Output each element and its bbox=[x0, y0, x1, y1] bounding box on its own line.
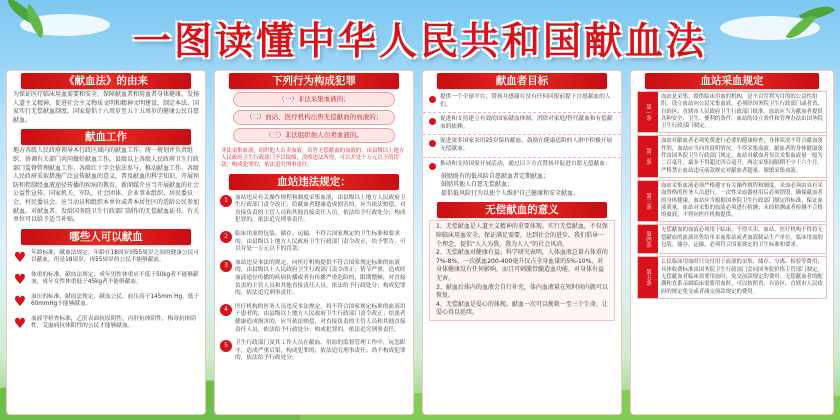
bullet-dot bbox=[429, 163, 436, 170]
number-badge: 3 bbox=[220, 260, 232, 272]
origin-header: 《献血法》的由来 bbox=[21, 73, 191, 89]
who-item bbox=[7, 291, 205, 313]
column-origin-work bbox=[6, 70, 206, 415]
rule-text: 血站是采集、提供临床用血的机构，是不以营利为目的的公益性组织。设立血站向公民采集血液，必须经国务院卫生行政部门或者省、自治区、直辖市人民政府卫生行政部门批准。血站应当为献血者提供各种安全、卫生、便利的条件。血站的设立条件和管理办法由国务院卫生行政部门制定。 bbox=[661, 94, 823, 130]
goal-text: 提供一个全球平台，赞扬并感谢在没有任何回报前提下自愿献血的人们。 bbox=[440, 94, 611, 108]
heart-icon: ♥ bbox=[13, 249, 27, 266]
meaning-item: 2、无偿献血对健康有益。科学研究表明，人体血液总量占体重的7%-8%，一次献血200-400毫升仅占全身血量的5%-10%，对身体健康没有任何影响，而且可刺激骨髓造血功能，对身体有益无害。 bbox=[436, 249, 608, 282]
bullet-dot bbox=[429, 96, 436, 103]
number-badge: 2 bbox=[220, 231, 232, 243]
column-station-rules bbox=[630, 70, 834, 415]
violation-item bbox=[215, 301, 413, 337]
number-badge: 1 bbox=[220, 195, 232, 207]
violation-text: 卫生行政部门及其工作人员在献血、用血的监督管理工作中，玩忽职守，造成严重后果，构成犯罪的，依法追究刑事责任；尚不构成犯罪的，依法给予行政处分。 bbox=[235, 340, 406, 362]
goal-text: 推动和支持国家开展活动，通过以下方式赞扬并促进自愿无偿献血： bbox=[440, 160, 611, 167]
who-item-text: 体重的标准，献血法规定，成年男性体重应不低于50kg者不能够献血，成年女性体重低于45kg者不能够献血。 bbox=[31, 271, 199, 286]
violation-item bbox=[215, 337, 413, 366]
who-item bbox=[7, 247, 205, 269]
who-item bbox=[7, 269, 205, 291]
station-rule bbox=[637, 224, 827, 254]
heart-icon: ♥ bbox=[13, 315, 27, 332]
heart-icon: ♥ bbox=[13, 293, 27, 310]
goal-subitem: 提倡低风险行为以使个人维护自己健康和安全献血。 bbox=[441, 189, 580, 197]
goal-text: 促进更多国家采用25岁保持献血，鼓励在健康适龄的人群中积极开展无偿献血。 bbox=[440, 138, 613, 152]
work-header: 献血工作 bbox=[21, 129, 191, 145]
number-badge: 4 bbox=[220, 304, 232, 316]
column-crime-violations bbox=[214, 70, 414, 415]
rule-text: 公民临床用血时只交付用于血液的采集、储存、分离、检验等费用；具体收费标准由国务院卫生行政部门会同国务院价格主管部门制定。无偿献血者临床需要用血时，免交前款规定的费用；无偿献血者的配偶和直系亲属临床需要用血时，可以按照省、自治区、直辖市人民政府的规定免交或者减交前款规定的费用。 bbox=[661, 259, 823, 295]
station-header: 血站采血规定 bbox=[645, 73, 819, 89]
crime-note: 非法采集血液，组织他人出卖血液，出售无偿献血的血液的，由县级以上地方人民政府卫生行政部门予以取缔，没收违法所得，可以并处十万元以下的罚款；构成犯罪的，依法追究刑事责任。 bbox=[221, 148, 405, 169]
who-item-text: 血液学检查标准，乙肝表面抗原阴性，丙肝抗体阴性，梅毒抗体阴性，艾滋病抗体阴性的公民才能够献血。 bbox=[31, 315, 196, 330]
goal-item bbox=[423, 158, 621, 173]
bullet-dot bbox=[429, 118, 436, 125]
crime-item: （一）非法采集血液的； bbox=[233, 92, 395, 107]
rule-text: 血站采集血液必须严格遵守有关操作规程和制度，采血必须由具有采血资格的医务人员进行，一次性采血器材用后必须销毁，确保献血者的身体健康。血站应当根据国务院卫生行政部门制定的标准，保证血液质量。血站对采集的血液必须进行检测；未经检测或者检测不合格的血液，不得向医疗机构提供。 bbox=[661, 182, 823, 219]
heart-icon: ♥ bbox=[13, 271, 27, 288]
goal-item bbox=[423, 113, 621, 135]
violation-item bbox=[215, 228, 413, 257]
rule-label: 第二条 bbox=[638, 136, 658, 176]
violation-text: 医疗机构的医务人员违反本法规定，将不符合国家规定标准的血液用于患者的，由县级以上地方人民政府卫生行政部门责令改正；给患者健康造成损害的，应当依法赔偿，对直接负责的主管人员和其他直接责任人员，依法给予行政处分；构成犯罪的，依法追究刑事责任。 bbox=[235, 303, 406, 333]
crime-item: （三）非法组织他人出卖血液的。 bbox=[233, 128, 395, 143]
station-rule bbox=[637, 256, 827, 298]
violation-item bbox=[215, 257, 413, 301]
meaning-item: 4、无偿献血是爱心的体现。献血一次可以挽救一至三个生命，让爱心得以延续。 bbox=[436, 300, 608, 317]
bullet-dot bbox=[429, 140, 436, 147]
meaning-item: 3、献血后体内的血液会自行补充，体内血液量在短时间内就可以恢复。 bbox=[436, 283, 608, 300]
violation-header: 血站违法规定： bbox=[229, 174, 399, 190]
who-item bbox=[7, 313, 205, 335]
goal-subitem: 鼓励既有的低风险自愿献血者定期献血； bbox=[441, 172, 550, 180]
work-text: 地方各级人民政府领导本行政区域内的献血工作，统一规划并负责组织、协调有关部门共同做好献血工作。县级以上各级人民政府卫生行政部门监督管理献血工作。各级红十字会依法参与、推动献血工作。各级人民政府采取措施广泛宣传献血的意义，普及献血的科学知识，开展预防和控制经血液途径传播的疾病的教育。新闻媒介应当开展献血的社会公益性宣传。国家机关、军队、社会团体、企业事业组织、居民委员会、村民委员会，应当动员和组织本单位或者本居住区的适龄公民参加献血。对献血者，发给国务院卫生行政部门制作的无偿献血证书，有关单位可以给予适当补贴。 bbox=[13, 147, 200, 224]
station-rule bbox=[637, 135, 827, 177]
meaning-header: 无偿献血的意义 bbox=[437, 202, 607, 218]
column-goals-meaning bbox=[422, 70, 622, 415]
rule-label: 第一条 bbox=[638, 92, 658, 132]
station-rule bbox=[637, 180, 827, 222]
who-item-text: 血压的标准，献血法规定，献血公民，血压高于145mm Hg，低于60mmHg不能够献血。 bbox=[31, 293, 200, 308]
violation-item bbox=[215, 192, 413, 228]
goal-item bbox=[423, 91, 621, 113]
rule-label: 第四条 bbox=[638, 225, 658, 253]
violation-text: 临床用血的包装、储存、运输，不符合国家规定的卫生标准和要求的，由县级以上地方人民政府卫生行政部门责令改正，给予警告，可以并处一万元以下的罚款。 bbox=[235, 230, 406, 253]
rule-label: 第五条 bbox=[638, 257, 658, 297]
number-badge: 5 bbox=[220, 340, 232, 352]
title-banner bbox=[0, 10, 840, 65]
who-header: 哪些人可以献血 bbox=[21, 229, 191, 245]
station-rule bbox=[637, 91, 827, 133]
who-item-text: 年龄标准，献血法规定，年龄在18周岁到55周岁之间的健康公民可以献血，但是18周岁，再55周岁的公民不能够献血。 bbox=[31, 249, 200, 264]
goal-header: 献血者目标 bbox=[437, 73, 607, 89]
rule-text: 血站对献血者必须免费进行必要的健康检查；身体状况不符合献血条件的，血站应当向其说明情况，不得采集血液。献血者的身体健康条件由国务院卫生行政部门规定。血站对献血者每次采集血液量一般为二百毫升，最多不得超过四百毫升，两次采集间隔期不少于六个月。严格禁止血站违反前款规定对献血者超量、频繁采集血液。 bbox=[661, 138, 823, 174]
violation-text: 血站违反本法的规定，向医疗机构提供不符合国家规定标准的血液的，由县级以上人民政府卫生行政部门责令改正；情节严重，造成经血液途径传播的疾病传播或者有传播严重危险的，限期整顿，对直接负责的主管人员和其他直接责任人员，依法给予行政处分；构成犯罪的，依法追究刑事责任。 bbox=[235, 259, 406, 297]
goal-text: 促进和支持建立有效的国家献血体制，消除对家庭/替代献血和有偿献血的依赖。 bbox=[440, 116, 613, 130]
rule-text: 无偿献血的血液必须用于临床，不得买卖。血站、医疗机构不得将无偿献血的血液出售给单采血浆站或者血液制品生产单位。临床用血的包装、储存、运输，必须符合国家规定的卫生标准和要求。 bbox=[661, 227, 823, 249]
meaning-box bbox=[429, 220, 615, 321]
crime-item: （二）血站、医疗机构出售无偿献血的血液的； bbox=[233, 110, 395, 125]
violation-text: 血站违反有关操作规程和制度采集血液，由县级以上地方人民政府卫生行政部门责令改正；给献血者健康造成损害的，应当依法赔偿，对直接负责的主管人员和其他直接责任人员，依法给予行政处分；构成犯罪的，依法追究刑事责任。 bbox=[235, 194, 406, 224]
crime-header: 下列行为构成犯罪 bbox=[229, 73, 399, 89]
goal-subitem: 鼓励其他人自愿无偿献血； bbox=[441, 181, 514, 189]
rule-label: 第三条 bbox=[638, 181, 658, 221]
goal-item bbox=[423, 135, 621, 157]
meaning-item: 1、无偿献血是人道主义精神的重要体现。实行无偿献血，不仅保障临床用血安全，保证满足需要，达到社会的进步。我们倡导一个理念，提倡“人人为我，我为人人”的社会风尚。 bbox=[436, 223, 608, 248]
page-title: 一图读懂中华人民共和国献血法 bbox=[132, 19, 707, 63]
origin-text: 为保证医疗临床用血需要和安全，保障献血者和用血者身体健康，发扬人道主义精神，促进社会主义物质文明和精神文明建设，制定本法。国家实行无偿献血制度。国家提倡十八周岁至五十五周岁的健康公民自愿献血。 bbox=[13, 91, 200, 124]
